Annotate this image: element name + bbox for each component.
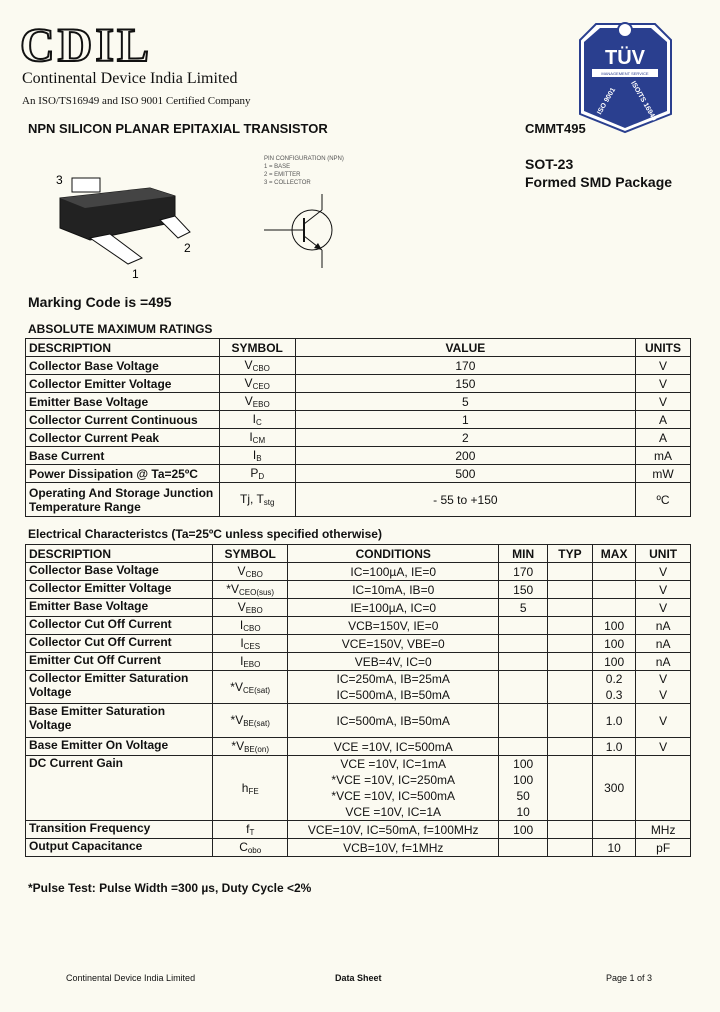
unit-cell — [636, 581, 691, 599]
unit-cell-line: pF — [656, 840, 671, 855]
unit-cell-line: V — [659, 688, 668, 702]
unit-cell-line: V — [659, 739, 668, 754]
description-cell: Collector Base Voltage — [26, 563, 213, 581]
max-cell-line: 100 — [604, 618, 625, 633]
typ-cell — [547, 821, 592, 839]
description-cell: Operating And Storage Junction Temperature Range — [26, 483, 220, 517]
marking-code: Marking Code is =495 — [28, 294, 172, 310]
typ-cell — [547, 599, 592, 617]
elec-table — [25, 544, 691, 857]
max-cell-line: 100 — [604, 654, 625, 669]
value-cell: 200 — [295, 447, 635, 465]
typ-cell — [547, 581, 592, 599]
max-cell-line: 0.2 — [605, 672, 623, 686]
max-cell-line: 0.3 — [605, 688, 623, 702]
unit-cell — [636, 563, 691, 581]
unit-cell-line: nA — [655, 636, 671, 651]
symbol-subscript: CM — [252, 436, 266, 445]
min-cell-line: 5 — [519, 600, 527, 615]
description-cell: Base Emitter Saturation Voltage — [26, 704, 213, 738]
symbol-cell — [219, 357, 295, 375]
conditions-cell — [288, 756, 499, 821]
part-number: CMMT495 — [525, 121, 586, 136]
table-row — [26, 447, 691, 465]
value-cell: 5 — [295, 393, 635, 411]
symbol-main: f — [246, 822, 250, 836]
min-cell-line: 100 — [513, 757, 534, 771]
conditions-cell-line: IC=500mA, IB=50mA — [336, 713, 450, 728]
col-description: DESCRIPTION — [26, 339, 220, 357]
pin2-label: 2 — [184, 241, 191, 255]
description-cell: Output Capacitance — [26, 839, 213, 857]
symbol-subscript: T — [249, 828, 255, 837]
min-cell — [499, 653, 548, 671]
col-unit: UNIT — [636, 545, 691, 563]
unit-cell: ºC — [636, 483, 691, 517]
table-row — [26, 581, 691, 599]
symbol-subscript: BE(sat) — [243, 719, 270, 728]
company-logo: CDIL — [20, 19, 153, 72]
conditions-cell-line: IC=250mA, IB=25mA — [336, 672, 450, 686]
description-cell: Collector Base Voltage — [26, 357, 220, 375]
symbol-subscript: FE — [248, 786, 259, 796]
conditions-cell — [288, 704, 499, 738]
conditions-cell — [288, 581, 499, 599]
footer-page: Page 1 of 3 — [606, 973, 653, 983]
value-cell: 500 — [295, 465, 635, 483]
unit-cell: A — [636, 429, 691, 447]
symbol-main: V — [244, 394, 253, 408]
tuv-iso2: ISO/TS 16949 — [629, 80, 658, 123]
max-cell — [592, 671, 635, 704]
footer-company: Continental Device India Limited — [66, 973, 196, 983]
description-cell: Collector Emitter Saturation Voltage — [26, 671, 213, 704]
min-cell — [499, 671, 548, 704]
description-cell: Collector Emitter Voltage — [26, 375, 220, 393]
tuv-certification-logo — [578, 22, 673, 134]
conditions-cell-line: VCE=150V, VBE=0 — [341, 636, 445, 651]
symbol-main: V — [244, 358, 253, 372]
max-cell — [592, 635, 635, 653]
max-cell-line: 1.0 — [605, 713, 623, 728]
max-cell-line: 10 — [607, 840, 621, 855]
conditions-cell-line: IC=10mA, IB=0 — [352, 582, 435, 597]
min-cell — [499, 617, 548, 635]
conditions-cell — [288, 738, 499, 756]
min-cell — [499, 756, 548, 821]
min-cell-line: 100 — [513, 773, 534, 787]
conditions-cell — [288, 839, 499, 857]
typ-cell — [547, 671, 592, 704]
elec-title: Electrical Characteristcs (Ta=25ºC unless specified otherwise) — [28, 527, 382, 541]
conditions-cell — [288, 653, 499, 671]
unit-cell: A — [636, 411, 691, 429]
min-cell — [499, 599, 548, 617]
description-cell: Emitter Cut Off Current — [26, 653, 213, 671]
unit-cell: V — [636, 375, 691, 393]
min-cell — [499, 704, 548, 738]
unit-cell — [636, 839, 691, 857]
max-cell — [592, 704, 635, 738]
conditions-cell — [288, 599, 499, 617]
max-cell — [592, 653, 635, 671]
conditions-cell-line: IE=100µA, IC=0 — [350, 600, 437, 615]
description-cell: Base Current — [26, 447, 220, 465]
table-row — [26, 617, 691, 635]
symbol-subscript: stg — [263, 498, 275, 507]
symbol-cell — [213, 671, 288, 704]
max-cell — [592, 839, 635, 857]
symbol-cell — [213, 617, 288, 635]
symbol-cell — [213, 599, 288, 617]
symbol-cell — [219, 429, 295, 447]
unit-cell — [636, 738, 691, 756]
symbol-main: V — [237, 564, 246, 578]
description-cell: DC Current Gain — [26, 756, 213, 821]
conditions-cell — [288, 821, 499, 839]
conditions-cell — [288, 563, 499, 581]
symbol-cell — [213, 581, 288, 599]
table-row — [26, 357, 691, 375]
table-row — [26, 821, 691, 839]
symbol-main: V — [237, 600, 246, 614]
table-row — [26, 839, 691, 857]
tuv-band: MANAGEMENT SERVICE — [601, 71, 649, 76]
min-cell-line: 170 — [513, 564, 534, 579]
conditions-cell-line: VEB=4V, IC=0 — [354, 654, 432, 669]
document-title: NPN SILICON PLANAR EPITAXIAL TRANSISTOR — [28, 121, 328, 136]
conditions-cell-line: *VCE =10V, IC=500mA — [331, 789, 456, 803]
symbol-subscript: CBO — [252, 364, 270, 373]
min-cell-line: 100 — [513, 822, 534, 837]
unit-cell — [636, 653, 691, 671]
col-symbol: SYMBOL — [213, 545, 288, 563]
symbol-main: *V — [231, 739, 245, 753]
col-max: MAX — [592, 545, 635, 563]
conditions-cell-line: IC=500mA, IB=50mA — [336, 688, 450, 702]
description-cell: Collector Emitter Voltage — [26, 581, 213, 599]
symbol-main: P — [250, 466, 259, 480]
symbol-subscript: EBO — [243, 660, 261, 669]
pulse-test-note: *Pulse Test: Pulse Width =300 µs, Duty Cycle <2% — [28, 881, 312, 895]
typ-cell — [547, 653, 592, 671]
symbol-subscript: EBO — [245, 606, 263, 615]
max-cell — [592, 599, 635, 617]
min-cell-line: 10 — [516, 805, 530, 819]
col-conditions: CONDITIONS — [288, 545, 499, 563]
min-cell-line: 50 — [516, 789, 530, 803]
abs-max-table — [25, 338, 691, 517]
description-cell: Base Emitter On Voltage — [26, 738, 213, 756]
table-row — [26, 483, 691, 517]
table-row — [26, 393, 691, 411]
conditions-cell — [288, 671, 499, 704]
value-cell: 150 — [295, 375, 635, 393]
unit-cell-line: V — [659, 713, 668, 728]
symbol-cell — [219, 375, 295, 393]
unit-cell — [636, 635, 691, 653]
col-min: MIN — [499, 545, 548, 563]
typ-cell — [547, 756, 592, 821]
symbol-main: Tj, T — [240, 492, 264, 506]
unit-cell — [636, 617, 691, 635]
symbol-main: *V — [230, 679, 243, 694]
table-row — [26, 465, 691, 483]
description-cell: Collector Current Continuous — [26, 411, 220, 429]
pin-configuration: PIN CONFIGURATION (NPN) 1 = BASE 2 = EMITTER 3 = COLLECTOR — [264, 156, 344, 186]
symbol-cell — [219, 393, 295, 411]
max-cell-line: 1.0 — [605, 739, 623, 754]
symbol-cell — [219, 411, 295, 429]
footer-doc-type: Data Sheet — [335, 973, 382, 983]
typ-cell — [547, 617, 592, 635]
unit-cell-line: V — [659, 672, 668, 686]
unit-cell: V — [636, 393, 691, 411]
max-cell-line: 100 — [604, 636, 625, 651]
npn-transistor-symbol — [262, 190, 342, 275]
max-cell — [592, 756, 635, 821]
table-row — [26, 375, 691, 393]
sot23-package-drawing — [50, 170, 200, 280]
col-value: VALUE — [295, 339, 635, 357]
tuv-iso1: ISO 9001 — [596, 86, 618, 116]
unit-cell-line: nA — [655, 618, 671, 633]
table-row — [26, 653, 691, 671]
symbol-cell — [219, 465, 295, 483]
symbol-main: I — [240, 636, 244, 650]
description-cell: Transition Frequency — [26, 821, 213, 839]
unit-cell: mW — [636, 465, 691, 483]
symbol-main: *V — [230, 713, 244, 727]
symbol-subscript: BE(on) — [244, 745, 269, 754]
table-row — [26, 411, 691, 429]
min-cell — [499, 635, 548, 653]
description-cell: Collector Cut Off Current — [26, 635, 213, 653]
symbol-subscript: D — [258, 472, 265, 481]
company-name: Continental Device India Limited — [22, 70, 238, 87]
max-cell — [592, 617, 635, 635]
symbol-subscript: CBO — [243, 624, 261, 633]
symbol-main: h — [241, 780, 249, 795]
conditions-cell-line: VCE=10V, IC=50mA, f=100MHz — [307, 822, 479, 837]
table-row — [26, 429, 691, 447]
col-typ: TYP — [547, 545, 592, 563]
min-cell — [499, 563, 548, 581]
symbol-subscript: C — [256, 418, 262, 427]
symbol-cell — [213, 563, 288, 581]
symbol-cell — [213, 756, 288, 821]
conditions-cell — [288, 617, 499, 635]
conditions-cell-line: IC=100µA, IE=0 — [350, 564, 437, 579]
description-cell: Emitter Base Voltage — [26, 599, 213, 617]
min-cell — [499, 821, 548, 839]
symbol-subscript: CEO(sus) — [238, 588, 275, 597]
max-cell — [592, 821, 635, 839]
typ-cell — [547, 839, 592, 857]
unit-cell — [636, 671, 691, 704]
symbol-subscript: CEO — [252, 382, 270, 391]
value-cell: - 55 to +150 — [295, 483, 635, 517]
abs-max-title: ABSOLUTE MAXIMUM RATINGS — [28, 322, 213, 336]
conditions-cell — [288, 635, 499, 653]
unit-cell: V — [636, 357, 691, 375]
unit-cell — [636, 599, 691, 617]
certification-text: An ISO/TS16949 and ISO 9001 Certified Company — [22, 95, 251, 107]
symbol-main: V — [244, 376, 253, 390]
min-cell — [499, 839, 548, 857]
unit-cell-line: MHz — [650, 822, 676, 837]
table-row — [26, 756, 691, 821]
min-cell — [499, 581, 548, 599]
unit-cell-line: V — [659, 564, 668, 579]
description-cell: Collector Cut Off Current — [26, 617, 213, 635]
description-cell: Collector Current Peak — [26, 429, 220, 447]
symbol-subscript: CBO — [245, 570, 263, 579]
max-cell-line: 300 — [604, 781, 625, 795]
symbol-cell — [213, 704, 288, 738]
table-row — [26, 599, 691, 617]
symbol-subscript: CE(sat) — [242, 685, 271, 695]
unit-cell: mA — [636, 447, 691, 465]
table-row — [26, 635, 691, 653]
symbol-main: I — [252, 412, 256, 426]
tuv-mark: TÜV — [605, 47, 645, 69]
symbol-subscript: obo — [247, 846, 262, 855]
min-cell-line: 150 — [513, 582, 534, 597]
symbol-cell — [213, 839, 288, 857]
col-description: DESCRIPTION — [26, 545, 213, 563]
typ-cell — [547, 704, 592, 738]
table-row — [26, 563, 691, 581]
conditions-cell-line: *VCE =10V, IC=250mA — [331, 773, 456, 787]
table-row — [26, 704, 691, 738]
symbol-cell — [213, 821, 288, 839]
symbol-cell — [219, 483, 295, 517]
typ-cell — [547, 563, 592, 581]
pin3-label: 3 — [56, 173, 63, 187]
symbol-cell — [213, 653, 288, 671]
max-cell — [592, 738, 635, 756]
typ-cell — [547, 738, 592, 756]
table-row — [26, 671, 691, 704]
unit-cell — [636, 704, 691, 738]
conditions-cell-line: VCE =10V, IC=500mA — [333, 739, 453, 754]
package-type: Formed SMD Package — [525, 174, 673, 190]
table-row — [26, 738, 691, 756]
typ-cell — [547, 635, 592, 653]
symbol-main: C — [239, 840, 248, 854]
symbol-subscript: CES — [243, 642, 261, 651]
unit-cell-line: V — [659, 582, 668, 597]
conditions-cell-line: VCE =10V, IC=1A — [345, 805, 442, 819]
symbol-subscript: B — [256, 454, 262, 463]
description-cell: Emitter Base Voltage — [26, 393, 220, 411]
symbol-main: *V — [226, 582, 239, 596]
pin1-label: 1 — [132, 267, 139, 280]
conditions-cell-line: VCB=10V, f=1MHz — [343, 840, 444, 855]
symbol-cell — [219, 447, 295, 465]
value-cell: 2 — [295, 429, 635, 447]
min-cell — [499, 738, 548, 756]
col-symbol: SYMBOL — [219, 339, 295, 357]
symbol-main: I — [240, 654, 244, 668]
description-cell: Power Dissipation @ Ta=25ºC — [26, 465, 220, 483]
symbol-main: I — [249, 430, 253, 444]
symbol-main: I — [239, 618, 244, 632]
unit-cell — [636, 756, 691, 821]
symbol-cell — [213, 738, 288, 756]
max-cell — [592, 581, 635, 599]
max-cell — [592, 563, 635, 581]
package-name: SOT-23 — [525, 156, 574, 172]
value-cell: 1 — [295, 411, 635, 429]
symbol-main: I — [252, 448, 257, 462]
col-units: UNITS — [636, 339, 691, 357]
unit-cell — [636, 821, 691, 839]
unit-cell-line: V — [659, 600, 668, 615]
symbol-subscript: EBO — [252, 400, 270, 409]
unit-cell-line: nA — [655, 654, 671, 669]
value-cell: 170 — [295, 357, 635, 375]
conditions-cell-line: VCB=150V, IE=0 — [348, 618, 439, 633]
symbol-cell — [213, 635, 288, 653]
conditions-cell-line: VCE =10V, IC=1mA — [340, 757, 447, 771]
